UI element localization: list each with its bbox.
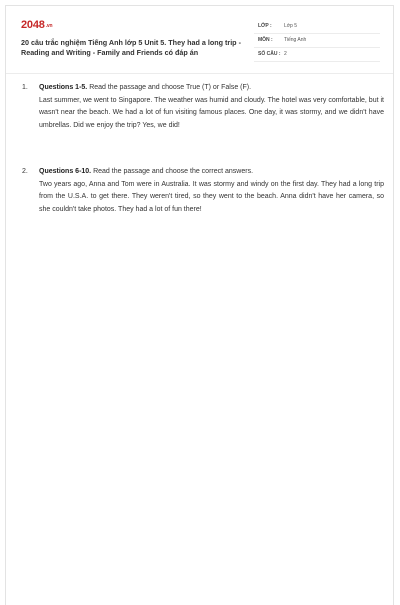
- meta-row-subject: [254, 33, 380, 48]
- meta-key-class: LỚP :: [258, 23, 272, 29]
- question-passage: Two years ago, Anna and Tom were in Australia. It was stormy and windy on the first day. They had a long trip from the U.S.A. to get there. They weren't tired, so they went to the beach. Anna didn't have her camera, so she couldn't take photos. They had a lot of fun there!: [39, 180, 384, 214]
- question-item: [22, 82, 384, 133]
- logo-suffix-text: .vn: [45, 23, 53, 29]
- question-passage: Last summer, we went to Singapore. The weather was humid and cloudy. The hotel was very comfortable, but it wasn't near the beach. We had a lot of fun visiting famous places. One day, it was stormy, and we didn't have umbrellas. Did we enjoy the trip? Yes, we did!: [39, 96, 384, 130]
- meta-row-count: [254, 47, 380, 62]
- meta-value-class: Lớp 5: [284, 23, 298, 29]
- site-logo[interactable]: [21, 19, 52, 31]
- question-body: [39, 166, 384, 217]
- logo-main-text: 2048: [21, 19, 45, 31]
- meta-key-subject: MÔN :: [258, 37, 273, 43]
- meta-value-subject: Tiếng Anh: [284, 37, 307, 43]
- question-number: 2.: [22, 168, 28, 175]
- meta-key-count: SỐ CÂU :: [258, 51, 281, 57]
- meta-row-class: [254, 19, 380, 34]
- question-item: [22, 166, 384, 217]
- question-instruction: Read the passage and choose True (T) or False (F).: [89, 84, 252, 91]
- question-body: [39, 82, 384, 133]
- question-heading: Questions 1-5.: [39, 84, 88, 91]
- document-title: 20 câu trắc nghiệm Tiếng Anh lớp 5 Unit 5. They had a long trip - Reading and Writing - Family and Friends có đáp án: [21, 38, 241, 57]
- meta-value-count: 2: [284, 51, 287, 57]
- document-page: [5, 5, 394, 605]
- question-instruction: Read the passage and choose the correct answers.: [93, 168, 254, 175]
- header-divider: [6, 73, 393, 74]
- question-number: 1.: [22, 84, 28, 91]
- document-header: [6, 6, 395, 72]
- question-heading: Questions 6-10.: [39, 168, 92, 175]
